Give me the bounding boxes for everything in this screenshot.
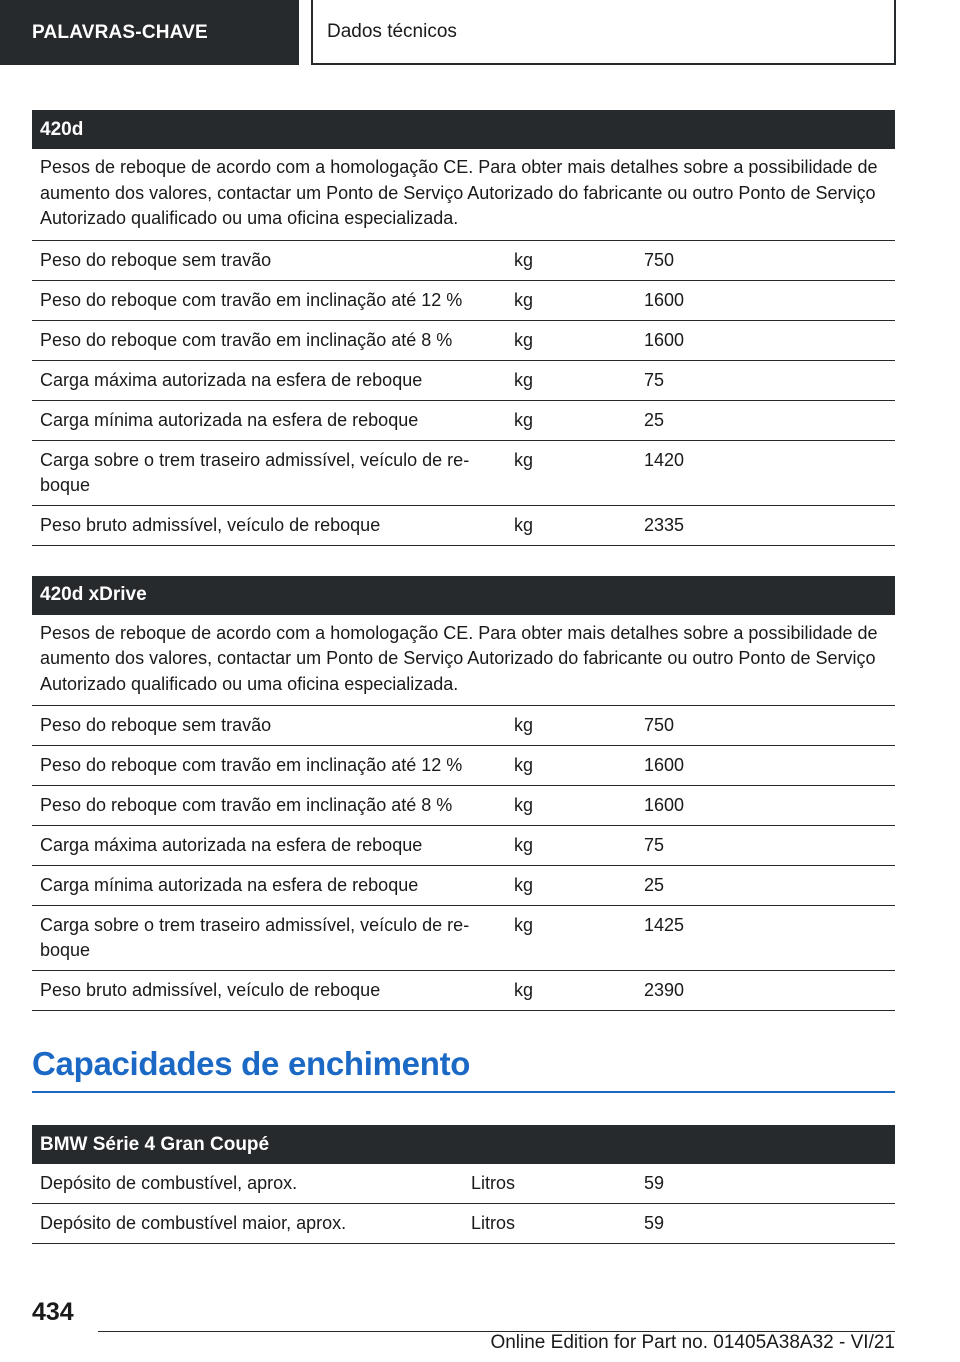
chapter-title: Capacidades de enchimento (32, 1045, 895, 1093)
row-value: 75 (644, 835, 665, 855)
row-unit: kg (514, 514, 534, 535)
table-note: Pesos de reboque de acordo com a homologação CE. Para obter mais detalhes sobre a possibilidade de aumento dos valores, contactar um Ponto de Serviço Autorizado do fabricante ou outro Ponto de Serviço Autorizado qualificado ou uma oficina especializada. (32, 615, 895, 707)
table-row (32, 706, 895, 746)
table-note: Pesos de reboque de acordo com a homologação CE. Para obter mais detalhes sobre a possibilidade de aumento dos valores, contactar um Ponto de Serviço Autorizado do fabricante ou outro Ponto de Serviço Autorizado qualificado ou uma oficina especializada. (32, 149, 895, 241)
table-row (32, 826, 895, 866)
row-unit: kg (514, 875, 534, 895)
row-value: 1600 (644, 795, 685, 815)
row-value: 59 (644, 1173, 665, 1193)
table-row (32, 401, 895, 441)
section-title: Dados técnicos (311, 0, 896, 65)
row-label: Peso do reboque com travão em inclinação até 8 % (40, 795, 453, 815)
row-label: Peso do reboque com travão em inclinação até 12 % (40, 289, 463, 310)
row-label: Peso do reboque com travão em inclinação até 12 % (40, 755, 463, 775)
row-unit: kg (514, 980, 534, 1000)
capacity-table (32, 1125, 895, 1244)
row-label: Depósito de combustível, aprox. (40, 1173, 298, 1193)
table-row (32, 866, 895, 906)
row-label: Carga mínima autorizada na esfera de reboque (40, 875, 419, 895)
table-row (32, 506, 895, 546)
row-unit: Litros (471, 1173, 516, 1193)
row-value: 750 (644, 249, 675, 270)
page-header (0, 0, 960, 66)
row-value: 1425 (644, 915, 685, 935)
row-unit: kg (514, 795, 534, 815)
row-label: Peso bruto admissível, veículo de reboque (40, 514, 381, 535)
row-value: 1600 (644, 329, 685, 350)
row-value: 2335 (644, 514, 685, 535)
row-unit: kg (514, 715, 534, 735)
row-value: 1600 (644, 289, 685, 310)
row-value: 750 (644, 715, 675, 735)
table-row (32, 1164, 895, 1204)
row-unit: kg (514, 329, 534, 350)
page-content (32, 110, 895, 1244)
row-unit: kg (514, 369, 534, 390)
table-row (32, 441, 895, 506)
row-unit: kg (514, 289, 534, 310)
table-header: 420d (32, 110, 895, 149)
table-header: BMW Série 4 Gran Coupé (32, 1125, 895, 1164)
row-label: Depósito de combustível maior, aprox. (40, 1213, 347, 1233)
page-number: 434 (32, 1298, 74, 1326)
table-row (32, 1204, 895, 1244)
row-value: 25 (644, 409, 665, 430)
table-row (32, 906, 895, 971)
edition-text: Online Edition for Part no. 01405A38A32 - VI/21 (490, 1332, 895, 1353)
row-label: Carga mínima autorizada na esfera de reboque (40, 409, 419, 430)
row-unit: kg (514, 835, 534, 855)
row-value: 1600 (644, 755, 685, 775)
row-unit: kg (514, 409, 534, 430)
row-label: Peso do reboque sem travão (40, 715, 272, 735)
table-row (32, 241, 895, 281)
row-label: Peso do reboque com travão em inclinação até 8 % (40, 329, 453, 350)
row-label: Carga máxima autorizada na esfera de reboque (40, 369, 423, 390)
table-row (32, 361, 895, 401)
row-unit: kg (514, 755, 534, 775)
table-row (32, 281, 895, 321)
row-unit: kg (514, 915, 534, 935)
row-unit: kg (514, 449, 534, 470)
row-value: 1420 (644, 449, 685, 470)
row-label: Carga sobre o trem traseiro admissível, veículo de reboque (40, 449, 470, 495)
table-header: 420d xDrive (32, 576, 895, 615)
table-row (32, 786, 895, 826)
row-label: Peso bruto admissível, veículo de reboque (40, 980, 381, 1000)
keywords-tab[interactable]: PALAVRAS-CHAVE (0, 0, 299, 65)
row-value: 59 (644, 1213, 665, 1233)
table-row (32, 746, 895, 786)
row-label: Peso do reboque sem travão (40, 249, 272, 270)
towing-table-420d-xdrive (32, 576, 895, 1012)
row-value: 75 (644, 369, 665, 390)
table-row (32, 321, 895, 361)
table-row (32, 971, 895, 1011)
row-value: 25 (644, 875, 665, 895)
row-value: 2390 (644, 980, 685, 1000)
row-label: Carga sobre o trem traseiro admissível, veículo de reboque (40, 915, 470, 960)
row-unit: Litros (471, 1213, 516, 1233)
row-unit: kg (514, 249, 534, 270)
row-label: Carga máxima autorizada na esfera de reboque (40, 835, 423, 855)
towing-table-420d (32, 110, 895, 546)
